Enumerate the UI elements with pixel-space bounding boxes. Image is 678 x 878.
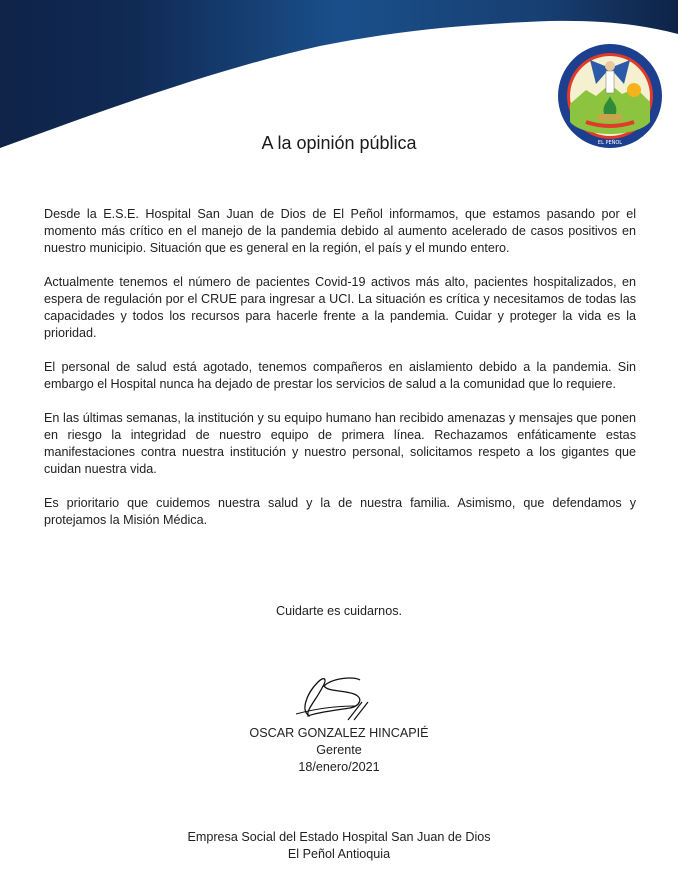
paragraph: Es prioritario que cuidemos nuestra salud y la de nuestra familia. Asimismo, que defendamos y protejamos la Misión Médica.	[44, 496, 636, 527]
closing-line: Cuidarte es cuidarnos.	[275, 604, 402, 618]
signer-role: Gerente	[316, 743, 362, 757]
letter-body	[44, 206, 636, 546]
logo-bottom-text: EL PEÑOL	[597, 140, 623, 146]
footer-organization: Empresa Social del Estado Hospital San Juan de Dios	[187, 830, 491, 844]
signer-block	[0, 725, 678, 776]
paragraph: En las últimas semanas, la institución y su equipo humano han recibido amenazas y mensajes que ponen en riesgo la integridad de nuestro equipo de primera línea. Rechazamos enfáticamente estas manifestaciones contra nuestra institución y nuestro personal, solicitamos respeto a los gigantes que cuidan nuestra vida.	[44, 411, 636, 476]
paragraph: Actualmente tenemos el número de pacientes Covid-19 activos más alto, pacientes hospitalizados, en espera de regulación por el CRUE para ingresar a UCI. La situación es crítica y necesitamos de todas las capacidades y todos los recursos para hacerle frente a la pandemia. Cuidar y proteger la vida es la prioridad.	[44, 275, 636, 340]
footer	[0, 829, 678, 863]
footer-location: El Peñol Antioquia	[287, 847, 391, 861]
paragraph: Desde la E.S.E. Hospital San Juan de Dios de El Peñol informamos, que estamos pasando por el momento más crítico en el manejo de la pandemia debido al aumento acelerado de casos positivos en nuestro municipio. Situación que es general en la región, el país y el mundo entero.	[44, 207, 636, 255]
handwritten-signature-icon	[288, 672, 378, 722]
page-title: A la opinión pública	[261, 133, 417, 153]
signature-date: 18/enero/2021	[298, 760, 380, 774]
signer-name: OSCAR GONZALEZ HINCAPIÉ	[249, 726, 429, 740]
paragraph: El personal de salud está agotado, tenemos compañeros en aislamiento debido a la pandemia. Sin embargo el Hospital nunca ha dejado de prestar los servicios de salud a la comunidad que lo requiere.	[44, 360, 636, 391]
